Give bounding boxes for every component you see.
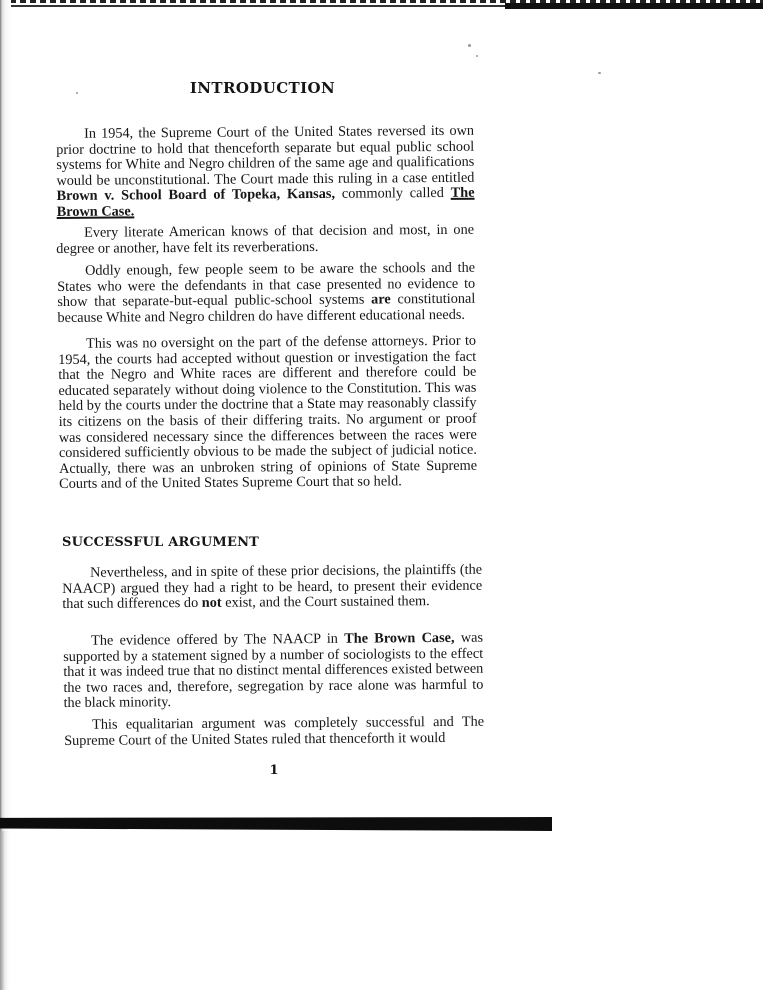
paragraph-2 <box>56 223 474 257</box>
paragraph-4 <box>58 334 477 493</box>
page-title: INTRODUCTION <box>189 79 336 97</box>
paragraph-text: Every literate American knows of that decision and most, in one degree or another, have felt its reverberations. <box>56 221 475 257</box>
paragraph-5 <box>62 563 482 613</box>
paragraph-text: constitutional because White and Negro children do have different educational needs. <box>57 290 476 326</box>
bold-text: not <box>201 594 222 612</box>
paragraph-text: This equalitarian argument was completely successful and The Supreme Court of the United States ruled that thenceforth it would <box>64 713 485 749</box>
lower-left-shadow <box>0 831 9 990</box>
paragraph-text: exist, and the Court sustained them. <box>221 593 430 611</box>
thin-edge-line <box>0 5 505 7</box>
bold-text: Brown v. School Board of Topeka, Kansas, <box>56 186 336 205</box>
paragraph-text: The evidence offered by The NAACP in <box>90 630 345 649</box>
paragraph-text: Oddly enough, few people seem to be aware the schools and the States who were the defendants in that case presented no evidence to show that separate-but-equal public-school systems <box>57 259 476 311</box>
scan-speck <box>468 44 471 47</box>
paragraph-3 <box>57 261 475 327</box>
paragraph-text: In 1954, the Supreme Court of the United States reversed its own prior doctrine to hold that thenceforth separate but equal public school systems for White and Negro children of the same age and qualifications would be unconstitutional. The Court made this ruling in a case entitled <box>56 122 475 189</box>
paragraph-6 <box>63 631 484 712</box>
paragraph-text: This was no oversight on the part of the defense attorneys. Prior to 1954, the courts had accepted without question or investigation the fact that the Negro and White races are different and therefore could be educated separately without doing violence to the Constitution. This was held by the courts under the doctrine that a State may reasonably classify its citizens on the basis of their differing traits. No argument or proof was considered necessary since the differences between the races were considered sufficiently obvious to be made the subject of judicial notice. Actually, there was an unbroken string of opinions of State Supreme Courts and of the United States Supreme Court that so held. <box>58 332 478 493</box>
underlined-text: The Brown Case. <box>56 185 475 220</box>
bold-text: are <box>371 291 391 308</box>
top-edge-rule <box>0 0 763 9</box>
bottom-edge-bar <box>0 817 552 831</box>
page-number: 1 <box>269 763 279 778</box>
paragraph-1 <box>56 124 475 221</box>
thick-edge-bar <box>505 3 763 9</box>
scan-speck <box>476 55 478 57</box>
paragraph-text: Nevertheless, and in spite of these prior decisions, the plaintiffs (the NAACP) argued they had a right to be heard, to present their evidence that such differences do <box>62 561 483 613</box>
bold-text: The Brown Case, <box>344 629 455 647</box>
section-heading: SUCCESSFUL ARGUMENT <box>62 535 260 550</box>
paragraph-7 <box>64 715 484 749</box>
paragraph-text: was supported by a statement signed by a number of sociologists to the effect that it was indeed true that no distinct mental differences existed between the two races and, therefore, segregation by race alone was harmful to the black minority. <box>63 629 484 712</box>
scan-speck <box>598 72 601 74</box>
paragraph-text: commonly called <box>334 185 451 203</box>
